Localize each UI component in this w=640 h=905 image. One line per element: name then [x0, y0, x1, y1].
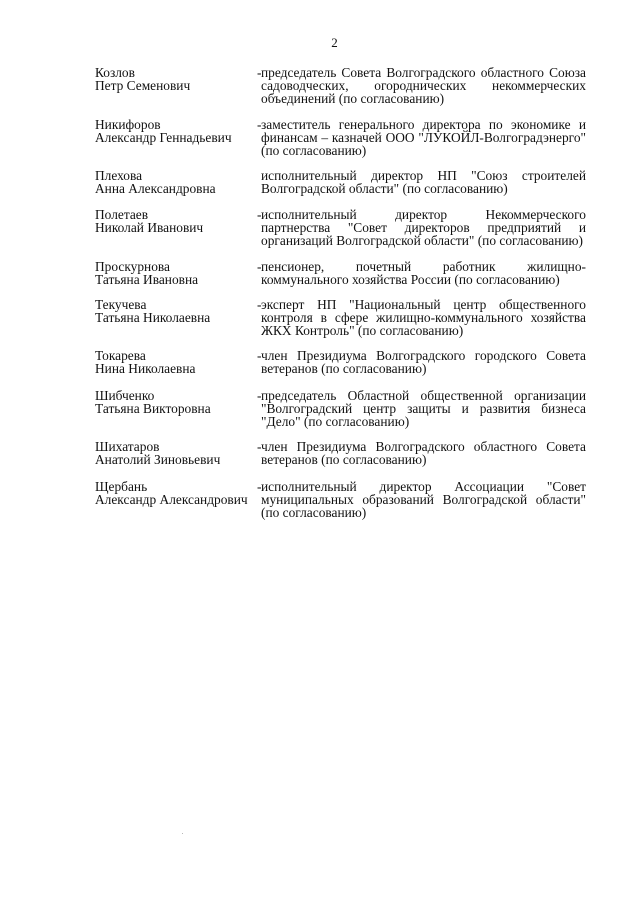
dash: - [257, 388, 262, 403]
dash: - [257, 117, 262, 132]
surname: Козлов [95, 65, 135, 80]
surname: Никифоров [95, 117, 161, 132]
position-description: исполнительный директор Некоммерческого партнерства "Совет директоров предприятий и организаций Волгоградской области" (по согласованию) [261, 207, 586, 248]
person-name [95, 66, 257, 92]
given-names: Нина Николаевна [95, 361, 196, 376]
dash: - [257, 65, 262, 80]
person-name [95, 349, 257, 375]
person-name [95, 208, 257, 234]
position-description: председатель Областной общественной организации "Волгоградский центр защиты и развития бизнеса "Дело" (по согласованию) [261, 388, 586, 429]
given-names: Петр Семенович [95, 78, 191, 93]
person-name [95, 389, 257, 415]
given-names: Александр Геннадьевич [95, 130, 232, 145]
dash: - [257, 297, 262, 312]
given-names: Татьяна Викторовна [95, 401, 211, 416]
given-names: Николай Иванович [95, 220, 204, 235]
person-name [95, 480, 257, 506]
surname: Щербань [95, 479, 148, 494]
surname: Проскурнова [95, 259, 170, 274]
position-description: председатель Совета Волгоградского областного Союза садоводческих, огороднических некоммерческих объединений (по согласованию) [261, 65, 586, 106]
person-name [95, 440, 257, 466]
given-names: Александр Александрович [95, 492, 248, 507]
dash: - [257, 439, 262, 454]
given-names: Татьяна Николаевна [95, 310, 211, 325]
position-description: заместитель генерального директора по экономике и финансам – казначей ООО "ЛУКОЙЛ-Волгоградэнерго" (по согласованию) [261, 117, 586, 158]
position-description: пенсионер, почетный работник жилищно-коммунального хозяйства России (по согласованию) [261, 259, 586, 287]
given-names: Анна Александровна [95, 181, 216, 196]
given-names: Татьяна Ивановна [95, 272, 199, 287]
position-description: эксперт НП "Национальный центр общественного контроля в сфере жилищно-коммунального хозяйства ЖКХ Контроль" (по согласованию) [261, 297, 586, 338]
person-name [95, 298, 257, 324]
surname: Токарева [95, 348, 146, 363]
position-description: член Президиума Волгоградского областного Совета ветеранов (по согласованию) [261, 439, 586, 467]
page-number: 2 [331, 35, 338, 50]
dash: - [257, 207, 262, 222]
dash: - [257, 479, 262, 494]
scan-artifact [182, 833, 183, 834]
person-name [95, 169, 257, 195]
person-name [95, 260, 257, 286]
dash: - [257, 348, 262, 363]
surname: Полетаев [95, 207, 149, 222]
person-name [95, 118, 257, 144]
surname: Плехова [95, 168, 143, 183]
surname: Текучева [95, 297, 147, 312]
given-names: Анатолий Зиновьевич [95, 452, 221, 467]
dash: - [257, 259, 262, 274]
position-description: исполнительный директор Ассоциации "Совет муниципальных образований Волгоградской области" (по согласованию) [261, 479, 586, 520]
surname: Шибченко [95, 388, 155, 403]
surname: Шихатаров [95, 439, 160, 454]
position-description: член Президиума Волгоградского городского Совета ветеранов (по согласованию) [261, 348, 586, 376]
position-description: исполнительный директор НП "Союз строителей Волгоградской области" (по согласованию) [261, 168, 586, 196]
